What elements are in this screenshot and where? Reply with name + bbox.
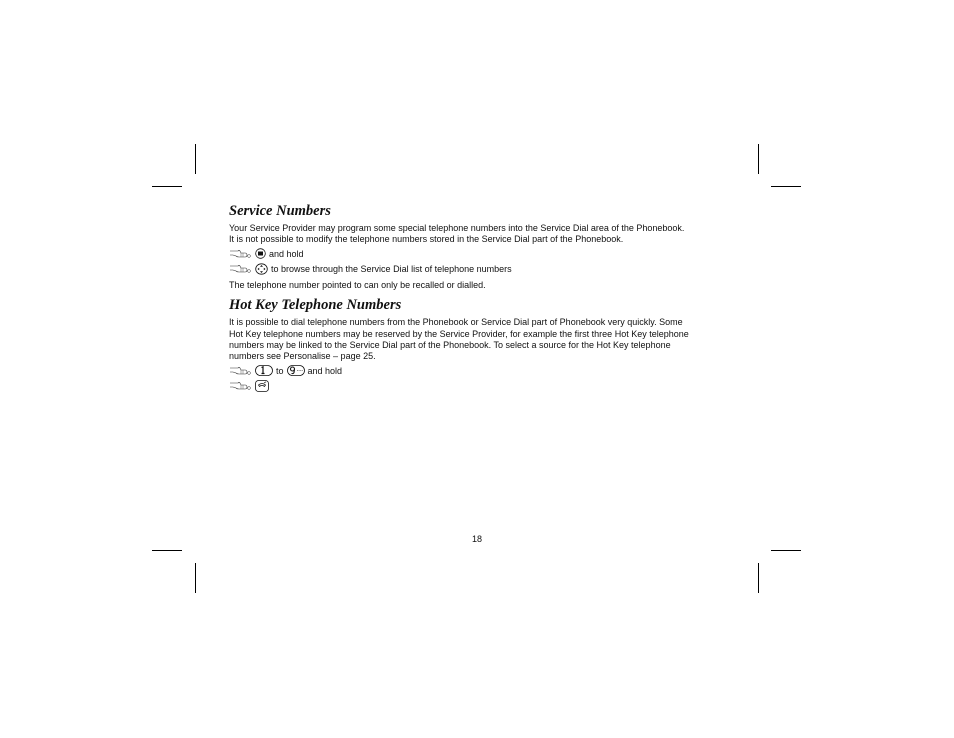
step-text: and hold (269, 248, 304, 259)
crop-mark-top-left-horizontal (152, 186, 182, 187)
step-connector: to (276, 365, 284, 376)
crop-mark-bottom-left-horizontal (152, 550, 182, 551)
section-service-numbers (229, 203, 729, 291)
instruction-step (229, 364, 729, 378)
crop-mark-top-left-vertical (195, 144, 196, 174)
instruction-step (229, 247, 729, 261)
navigation-key-icon (255, 263, 268, 275)
paragraph-line: Your Service Provider may program some special telephone numbers into the Service Dial area of the Phonebook. (229, 223, 685, 233)
crop-mark-top-right-horizontal (771, 186, 801, 187)
paragraph-line: It is not possible to modify the telephone numbers stored in the Service Dial part of the Phonebook. (229, 234, 624, 245)
step-text: to browse through the Service Dial list of telephone numbers (271, 263, 512, 274)
pointing-hand-icon (229, 263, 251, 274)
crop-mark-bottom-right-horizontal (771, 550, 801, 551)
phonebook-key-icon (255, 248, 266, 259)
instruction-step (229, 262, 729, 276)
pointing-hand-icon (229, 365, 251, 376)
paragraph-line: It is possible to dial telephone numbers from the Phonebook or Service Dial part of Phonebook very quickly. Some (229, 317, 683, 328)
page-content (229, 203, 729, 393)
section-title: Service Numbers (229, 203, 331, 219)
section-title: Hot Key Telephone Numbers (229, 297, 402, 314)
page-number: 18 (471, 534, 482, 544)
crop-mark-bottom-right-vertical (758, 563, 759, 593)
paragraph-line: numbers may be linked to the Service Dial part of the Phonebook. To select a source for the Hot Key telephone (229, 340, 671, 351)
instruction-step (229, 379, 729, 393)
pointing-hand-icon (229, 248, 251, 259)
crop-mark-bottom-left-vertical (195, 563, 196, 593)
key-9-icon (287, 365, 305, 376)
crop-mark-top-right-vertical (758, 144, 759, 174)
note-text: The telephone number pointed to can only be recalled or dialled. (229, 279, 486, 290)
paragraph-line: Hot Key telephone numbers may be reserved by the Service Provider, for example the first three Hot Key telephone (229, 328, 689, 339)
pointing-hand-icon (229, 380, 251, 391)
call-key-icon (255, 380, 269, 392)
paragraph-line: numbers see Personalise – page 25. (229, 351, 376, 362)
key-1-icon (255, 365, 273, 376)
step-text: and hold (307, 365, 343, 376)
section-hot-key-telephone-numbers (229, 297, 729, 393)
